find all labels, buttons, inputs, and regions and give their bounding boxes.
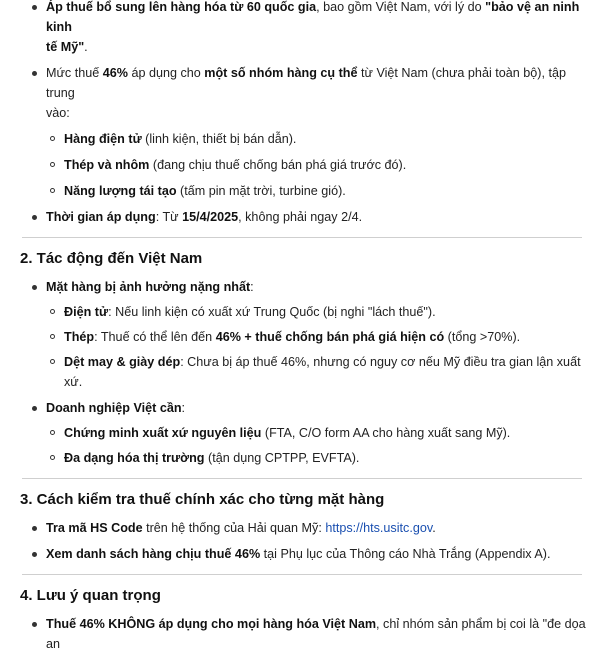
- list-item: [16, 518, 586, 538]
- bold-text: Hàng điện tử: [64, 132, 142, 146]
- text: (tận dụng CPTPP, EVFTA).: [204, 451, 360, 465]
- bold-text: Đa dạng hóa thị trường: [64, 451, 205, 465]
- text: : Thuế có thể lên đến: [94, 330, 216, 344]
- bold-text: Điện tử: [64, 305, 109, 319]
- bold-text: Năng lượng tái tạo: [64, 184, 177, 198]
- text: (đang chịu thuế chống bán phá giá trước đó).: [149, 158, 407, 172]
- text: .: [84, 40, 88, 54]
- list-item: [16, 277, 586, 297]
- text: (linh kiện, thiết bị bán dẫn).: [141, 132, 297, 146]
- bold-text: Thép: [64, 330, 95, 344]
- bold-text: Mặt hàng bị ảnh hưởng nặng nhất: [46, 280, 251, 294]
- bold-text: Thép và nhôm: [64, 158, 150, 172]
- bold-text: Thời gian áp dụng: [46, 210, 156, 224]
- text: , bao gồm Việt Nam, với lý do: [316, 0, 486, 14]
- text: (tổng >70%).: [444, 330, 521, 344]
- hts-link[interactable]: https://hts.usitc.gov: [325, 521, 433, 535]
- text: từ Việt Nam (chưa phải toàn bộ), tập trung: [46, 66, 566, 100]
- sub-list-item: [16, 129, 586, 149]
- text: : Chưa bị áp thuế 46%, nhưng có nguy cơ nếu Mỹ điều tra gian lận xuất xứ.: [64, 355, 581, 389]
- bold-text: một số nhóm hàng cụ thể: [204, 66, 358, 80]
- text: :: [250, 280, 254, 294]
- sub-list-item: [16, 448, 586, 468]
- section-heading: 4. Lưu ý quan trọng: [20, 587, 161, 604]
- text: trên hệ thống của Hải quan Mỹ:: [142, 521, 326, 535]
- list-item: [16, 544, 586, 564]
- section-divider: [22, 237, 582, 238]
- section-divider: [22, 478, 582, 479]
- bold-text: 15/4/2025: [182, 210, 239, 224]
- list-item-continuation: [16, 103, 586, 123]
- bold-text: Áp thuế bổ sung lên hàng hóa từ: [46, 0, 247, 14]
- sub-list-item: [16, 155, 586, 175]
- list-item: [16, 63, 586, 103]
- list-item: [16, 398, 586, 418]
- bold-text: "bảo vệ an ninh kinh: [46, 0, 580, 34]
- bold-text: Tra mã HS Code: [46, 521, 143, 535]
- list-item: [16, 614, 586, 654]
- text: tại Phụ lục của Thông cáo Nhà Trắng (Appendix A).: [260, 547, 551, 561]
- bold-text: tế Mỹ": [46, 40, 85, 54]
- bold-text: Chứng minh xuất xứ nguyên liệu: [64, 426, 262, 440]
- bold-text: 60 quốc gia: [246, 0, 317, 14]
- text: , chỉ nhóm sản phẩm bị coi là "đe dọa an: [46, 617, 586, 651]
- text: : Từ: [155, 210, 183, 224]
- list-item-continuation: [16, 37, 586, 57]
- text: : Nếu linh kiện có xuất xứ Trung Quốc (bị nghi "lách thuế").: [108, 305, 436, 319]
- sub-list-item: [16, 302, 586, 322]
- text: (tấm pin mặt trời, turbine gió).: [176, 184, 346, 198]
- text: .: [432, 521, 436, 535]
- section-heading: 2. Tác động đến Việt Nam: [20, 250, 203, 267]
- bold-text: Thuế 46% KHÔNG áp dụng cho mọi hàng hóa Việt Nam: [46, 617, 377, 631]
- section-divider: [22, 574, 582, 575]
- list-item: [16, 0, 586, 37]
- sub-list-item: [16, 352, 586, 392]
- text: , không phải ngay 2/4.: [238, 210, 363, 224]
- list-item: [16, 207, 586, 227]
- text: áp dụng cho: [127, 66, 205, 80]
- bold-text: Xem danh sách hàng chịu thuế 46%: [46, 547, 261, 561]
- text: Mức thuế: [46, 66, 103, 80]
- text: :: [181, 401, 186, 415]
- sub-list-item: [16, 181, 586, 201]
- bold-text: 46% + thuế chống bán phá giá hiện có: [215, 330, 445, 344]
- bold-text: Doanh nghiệp Việt cần: [46, 401, 182, 415]
- sub-list-item: [16, 327, 586, 347]
- bold-text: 46%: [102, 66, 128, 80]
- sub-list-item: [16, 423, 586, 443]
- section-heading: 3. Cách kiểm tra thuế chính xác cho từng mặt hàng: [20, 491, 385, 508]
- text: vào:: [46, 106, 70, 120]
- text: (FTA, C/O form AA cho hàng xuất sang Mỹ).: [261, 426, 511, 440]
- bold-text: Dệt may & giày dép: [64, 355, 181, 369]
